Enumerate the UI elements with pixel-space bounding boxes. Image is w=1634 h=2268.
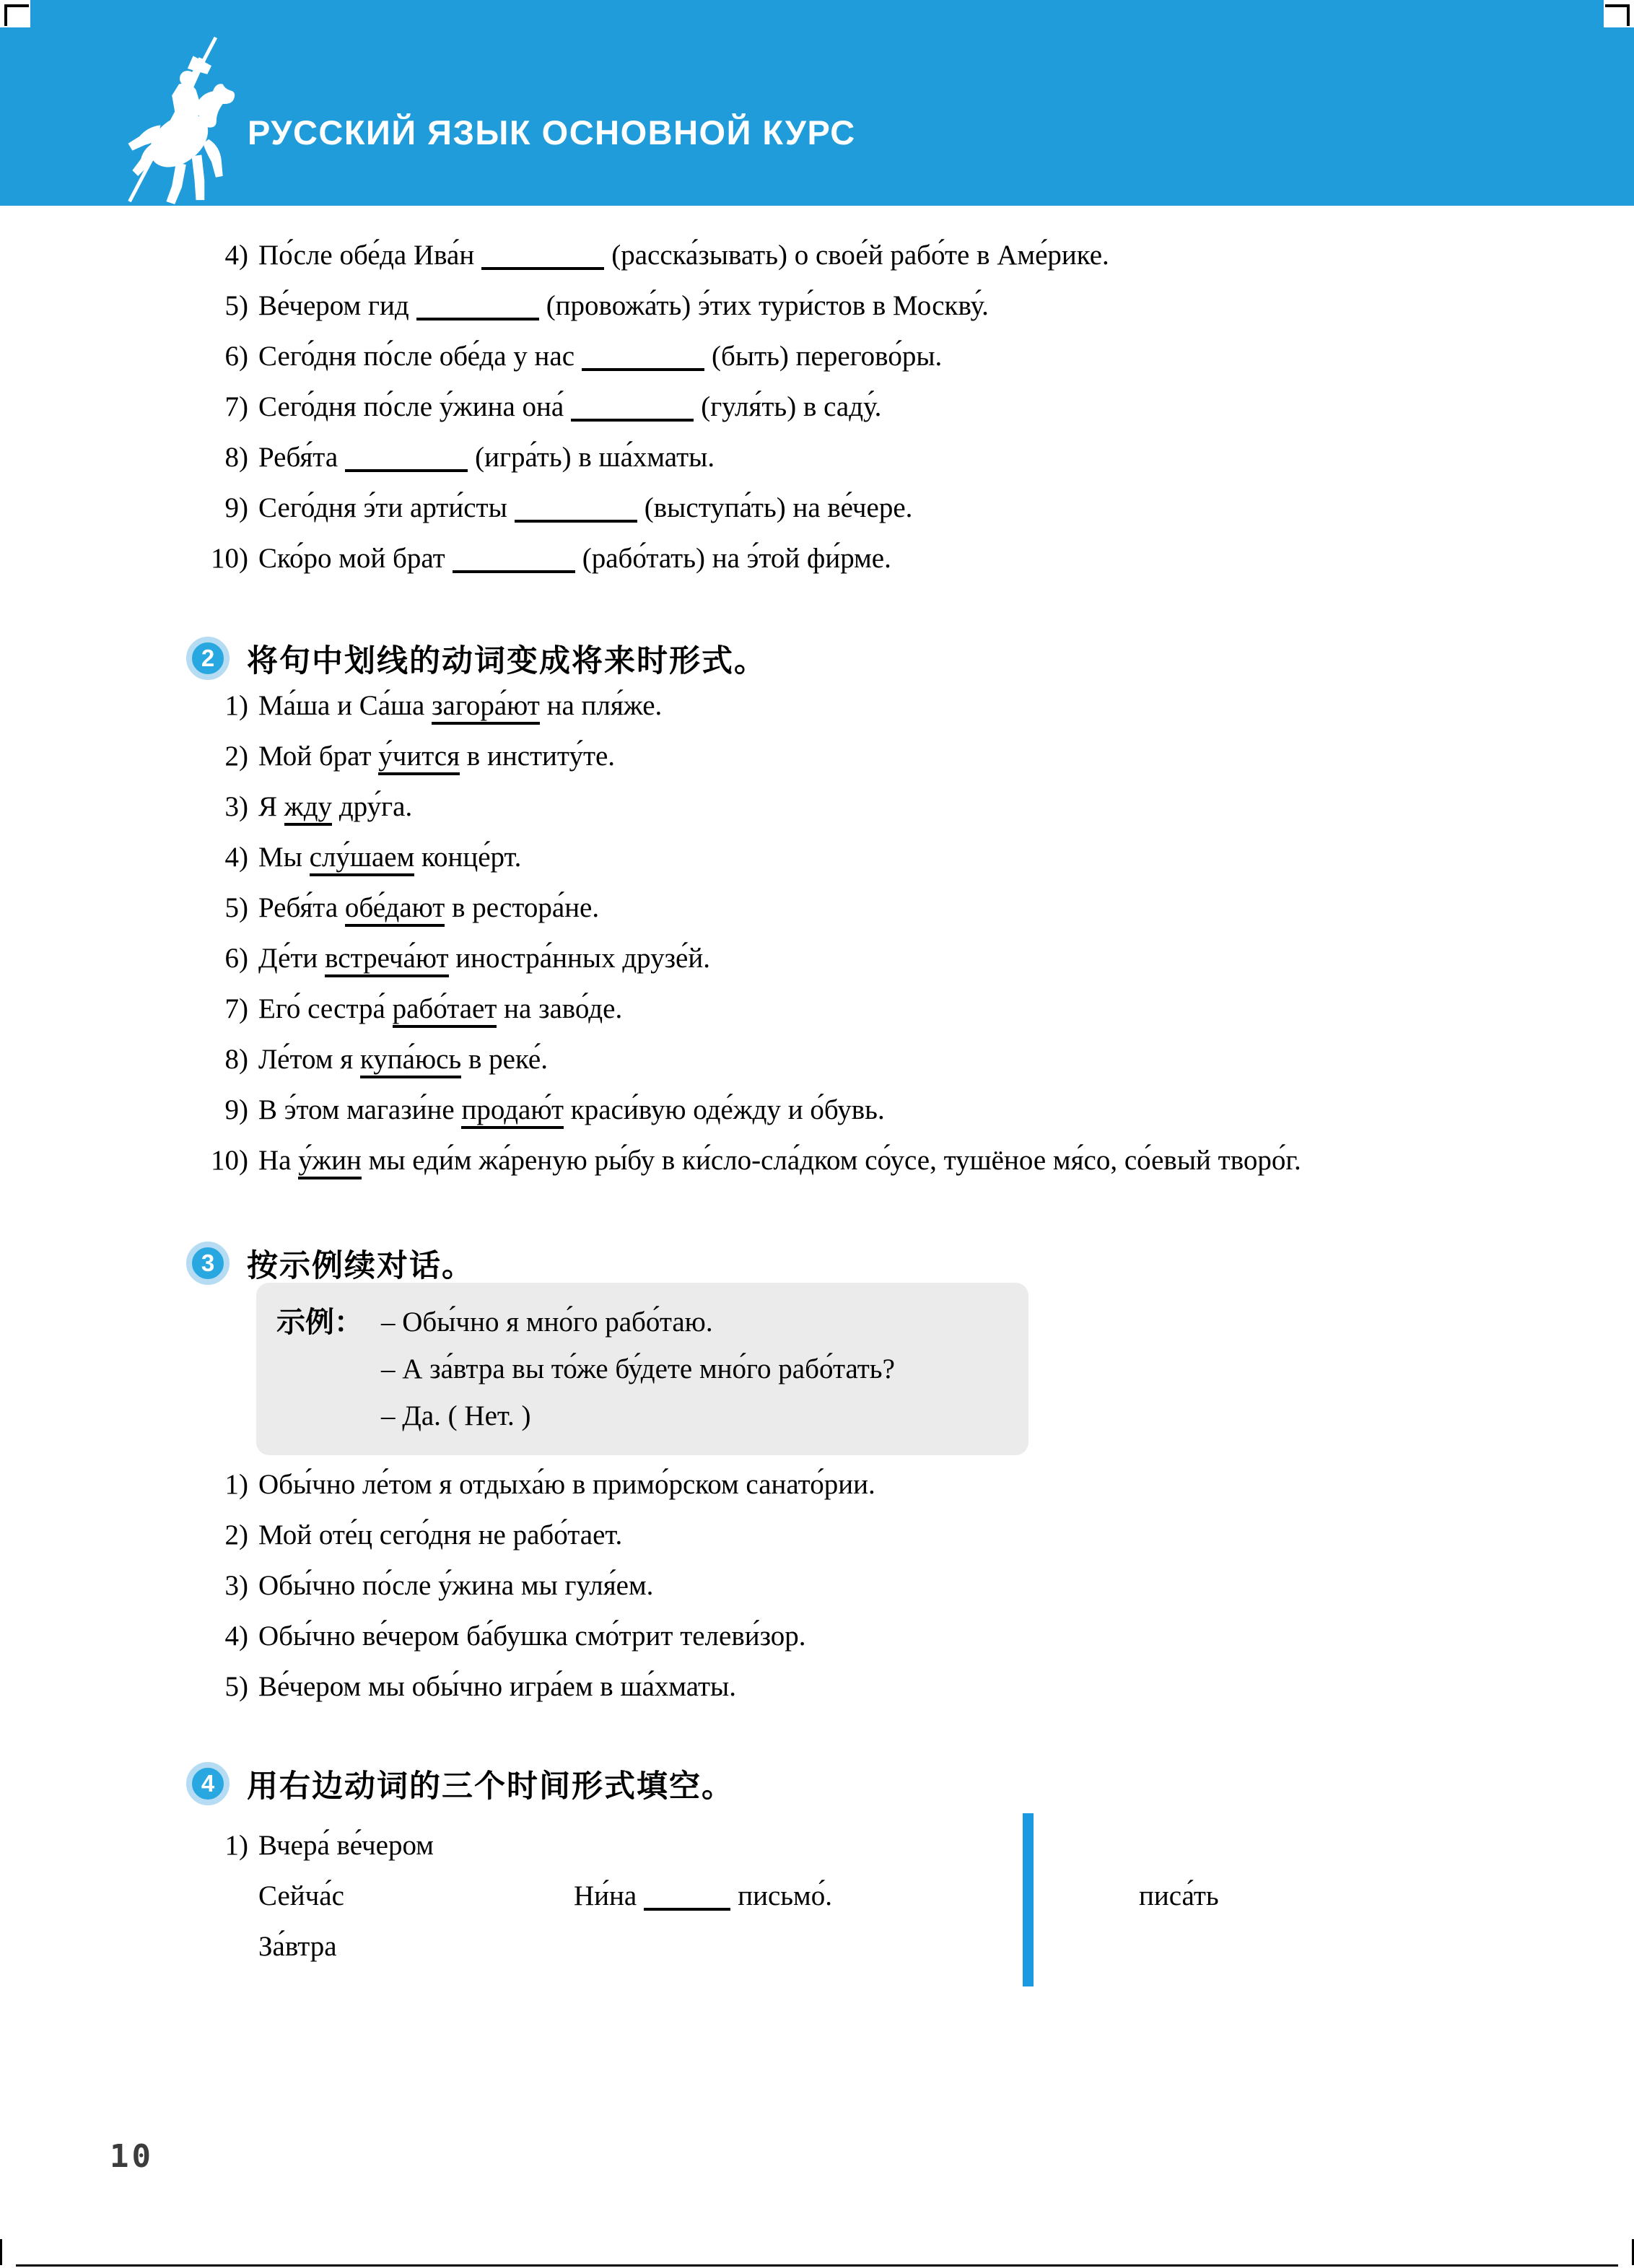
sentence-text: на заво́де. [497,993,623,1024]
sentence [258,1034,548,1085]
sentence-prefix: Ребя́та [258,442,338,473]
fill-in-sentence [574,1871,832,1922]
verb-hint: (расска́зывать) [611,240,795,271]
answer-blank [345,436,468,472]
sentence [258,483,912,533]
sentence-text: На [258,1145,299,1176]
sentence: Обы́чно по́сле у́жина мы гуля́ем. [258,1570,654,1601]
answer-blank [481,234,604,270]
item-number: 1) [224,690,248,721]
item-number: 9) [224,492,248,523]
sentence [258,1135,1301,1186]
sentence-text: в реке́. [461,1044,548,1075]
sentence [258,281,989,331]
sentence [258,782,412,832]
sentence: Обы́чно ве́чером ба́бушка смо́трит телеви́зор. [258,1621,806,1652]
sentence-text: Мы [258,842,310,873]
verb-to-use: писа́ть [1139,1880,1219,1911]
verb-hint: (выступа́ть) [644,492,793,523]
time-word: Вчера́ ве́чером [258,1830,434,1861]
item-number: 7) [224,391,248,422]
verb-hint: (гуля́ть) [701,391,803,422]
answer-blank [515,487,637,523]
exercise1-item [196,230,1634,281]
underlined-verb: купа́юсь [360,1044,461,1078]
crop-mark-bottom-left [0,2239,2,2265]
exercise2-title: 将句中划线的动词变成将来时形式。 [247,642,766,679]
underlined-verb: загора́ют [432,690,540,725]
page-content [0,206,1634,1972]
sentence-prefix: По́сле обе́да Ива́н [258,240,475,271]
time-row-yesterday [196,1820,1634,1871]
sentence-prefix: Сего́дня по́сле у́жина она́ [258,391,564,422]
sentence-text: Его́ сестра́ [258,993,393,1024]
page-header-banner [0,0,1634,206]
blue-divider-bar [1023,1813,1034,1986]
exercise3 [196,1238,1634,1712]
sentence [258,984,622,1034]
exercise2-item [196,1135,1634,1186]
sentence-prefix: Ве́чером гид [258,290,409,321]
item-number: 8) [224,1044,248,1075]
answer-blank [644,1875,730,1911]
item-number: 9) [224,1094,248,1125]
underlined-verb: встреча́ют [325,943,448,977]
exercise2-items [196,681,1634,1186]
horse-rider-lance-logo [107,35,251,204]
exercise3-heading [186,1238,1634,1288]
exercise1-item [196,281,1634,331]
sentence-text: Ма́ша и Са́ша [258,690,432,721]
exercise1-item [196,432,1634,483]
verb-hint: (игра́ть) [475,442,579,473]
underlined-verb: у́жин [298,1145,362,1179]
sentence-text: Ребя́та [258,892,345,923]
example-dialogue-line: – А за́втра вы то́же бу́дете мно́го рабо́тать? [381,1353,895,1384]
answer-blank [571,385,694,422]
item-number: 3) [224,1570,248,1601]
item-number: 2) [224,741,248,772]
verb-hint: (быть) [712,341,796,372]
example-dialogue-lines [381,1299,1000,1439]
exercise4 [196,1758,1634,1972]
exercise3-number-badge: 3 [186,1242,230,1285]
sentence-suffix: э́тих тури́стов в Москву́. [698,290,989,321]
exercise1-item [196,483,1634,533]
sentence [258,1085,885,1135]
example-label: 示例： [276,1305,363,1339]
sentence-text: Я [258,791,284,822]
sentence [258,331,942,382]
underlined-verb: слу́шаем [310,842,415,876]
exercise1-item [196,382,1634,432]
exercise3-item [196,1510,1634,1561]
sentence [258,533,891,584]
bottom-crop-rule [16,2264,1618,2267]
item-number: 3) [224,791,248,822]
exercise2-item [196,681,1634,731]
example-dialogue-line: – Обы́чно я мно́го рабо́таю. [381,1307,713,1338]
example-dialogue-line: – Да. ( Нет. ) [381,1400,531,1431]
underlined-verb: рабо́тает [393,993,497,1028]
item-number: 4) [224,842,248,873]
exercise2-item [196,984,1634,1034]
exercise4-heading [186,1758,1634,1809]
time-row-tomorrow [196,1922,1634,1972]
time-row-now [196,1871,1634,1922]
exercise1-item [196,533,1634,584]
underlined-verb: обе́дают [345,892,445,927]
sentence-prefix: Сего́дня по́сле обе́да у нас [258,341,575,372]
crop-mark-top-left [4,4,29,26]
answer-blank [453,537,575,573]
item-number: 8) [224,442,248,473]
verb-hint: (рабо́тать) [582,543,712,574]
time-word: За́втра [258,1931,337,1962]
example-dialogue-box [256,1283,1028,1455]
underlined-verb: продаю́т [461,1094,564,1129]
exercise1-item [196,331,1634,382]
sentence-text: краси́вую оде́жду и о́бувь. [564,1094,885,1125]
time-word: Сейча́с [258,1880,344,1911]
sentence [258,933,710,984]
sentence-text: конце́рт. [414,842,522,873]
exercise4-title: 用右边动词的三个时间形式填空。 [247,1768,734,1805]
underlined-verb: у́чится [378,741,460,775]
exercise2-item [196,1034,1634,1085]
item-number: 4) [224,240,248,271]
sentence-text: мы еди́м жа́реную ры́бу в ки́сло-сла́дком со́усе, тушёное мя́со, со́евый творо́г. [361,1145,1301,1176]
exercise2-item [196,883,1634,933]
item-number: 6) [224,341,248,372]
item-number: 2) [224,1519,248,1550]
sentence-text: Де́ти [258,943,326,974]
exercise3-title: 按示例续对话。 [247,1247,474,1284]
sentence-prefix: Сего́дня э́ти арти́сты [258,492,507,523]
item-number: 5) [224,290,248,321]
exercise2-number-badge: 2 [186,637,230,680]
item-number: 5) [224,892,248,923]
exercise4-body [196,1820,1634,1972]
item-number: 1) [224,1830,248,1861]
item-number: 7) [224,993,248,1024]
sentence: Ве́чером мы обы́чно игра́ем в ша́хматы. [258,1671,737,1702]
sentence [258,230,1109,281]
sentence-text: на пля́же. [539,690,663,721]
sentence [258,883,599,933]
sentence [258,432,715,483]
verb-hint: (провожа́ть) [546,290,699,321]
item-number: 6) [224,943,248,974]
sentence-suffix: перегово́ры. [795,341,943,372]
underlined-verb: жду [284,791,332,826]
page-number: 10 [110,2138,154,2175]
sentence-text: в институ́те. [460,741,616,772]
sentence-suffix: о свое́й рабо́те в Аме́рике. [794,240,1109,271]
sentence-text: дру́га. [332,791,413,822]
exercise2 [196,633,1634,1186]
crop-mark-top-right [1605,4,1630,26]
exercise1-items [196,230,1634,584]
exercise2-item [196,933,1634,984]
sentence [258,731,615,782]
exercise4-number-badge: 4 [186,1762,230,1805]
item-number: 4) [224,1621,248,1652]
sentence: Мой оте́ц сего́дня не рабо́тает. [258,1519,623,1550]
sentence-text: Мой брат [258,741,379,772]
sentence [258,382,881,432]
item-number: 10) [211,543,248,574]
answer-blank [582,335,704,371]
exercise3-item [196,1561,1634,1611]
sentence-text: иностра́нных друзе́й. [448,943,710,974]
sentence-text: В э́том магази́не [258,1094,462,1125]
answer-blank [416,284,539,320]
exercise2-item [196,832,1634,883]
sentence-prefix: Ни́на [574,1880,637,1911]
sentence-text: в рестора́не. [445,892,600,923]
exercise2-item [196,1085,1634,1135]
exercise3-items [196,1460,1634,1712]
exercise3-item [196,1662,1634,1712]
item-number: 10) [211,1145,248,1176]
exercise2-item [196,782,1634,832]
sentence-text: Ле́том я [258,1044,360,1075]
exercise3-item [196,1611,1634,1662]
sentence-suffix: в саду́. [803,391,882,422]
sentence-prefix: Ско́ро мой брат [258,543,445,574]
item-number: 1) [224,1469,248,1500]
sentence [258,832,521,883]
sentence [258,681,662,731]
exercise3-item [196,1460,1634,1510]
page-title: РУССКИЙ ЯЗЫК ОСНОВНОЙ КУРС [248,113,856,152]
exercise2-item [196,731,1634,782]
sentence-suffix: письмо́. [738,1880,832,1911]
sentence-suffix: на ве́чере. [792,492,913,523]
item-number: 5) [224,1671,248,1702]
exercise2-heading [186,633,1634,684]
sentence-suffix: на э́той фи́рме. [712,543,891,574]
sentence-suffix: в ша́хматы. [578,442,715,473]
sentence: Обы́чно ле́том я отдыха́ю в примо́рском санато́рии. [258,1469,875,1500]
